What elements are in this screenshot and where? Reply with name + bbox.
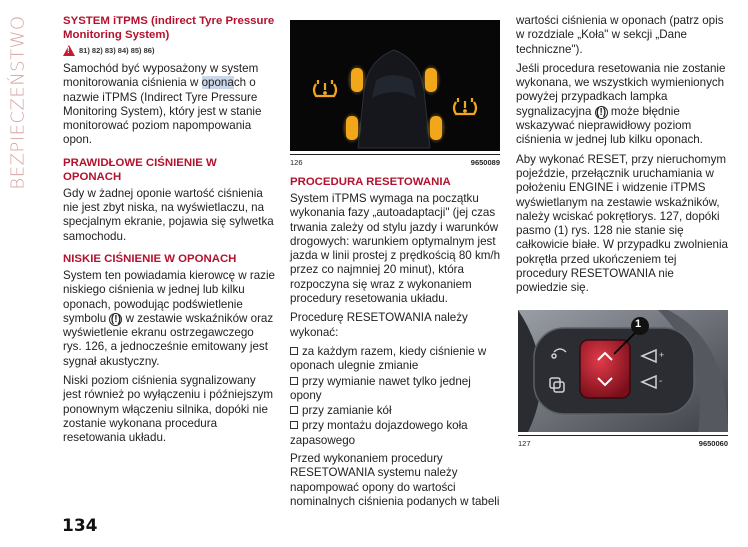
steering-wheel-controls-icon	[518, 310, 728, 432]
tire-rear-left-icon	[342, 112, 362, 144]
paragraph-reset-steps: Aby wykonać RESET, przy nieruchomym pojeździe, przełącznik uruchamiania w położeniu ENGINE i widzenie iTPMS wyświetlanym na zestawie wskaźników, należy wciskać pokrętłorys. 127, dopóki pasmo (1) rys. 128 nie stanie się całkowicie białe. W przypadku zwolnienia pokrętła przed ukończeniem tej procedury RESETOWANIA nie powiedzie się.	[516, 152, 729, 295]
section-title-text: BEZPIECZEŃSTWO	[7, 14, 29, 190]
paragraph-no-reset: Jeśli procedura resetowania nie zostanie wykonana, we wszystkich wymienionych powyżej przypadkach lampka sygnalizacyjna (!) może błędnie wskazywać nieprawidłowy poziom ciśnienia w jednej lub kilku oponach.	[516, 61, 726, 147]
warning-refs-text: 81) 82) 83) 84) 85) 86)	[79, 46, 155, 55]
page-number: 134	[62, 516, 98, 536]
list-item: przy wymianie nawet tylko jednej opony	[290, 374, 471, 402]
section-title-vertical	[4, 14, 32, 190]
checkbox-icon	[290, 421, 298, 429]
highlighted-text: opona	[201, 76, 234, 90]
figure-code: 9650089	[470, 158, 500, 167]
column-3	[516, 14, 728, 301]
list-item: przy montażu dojazdowego koła zapasowego	[290, 419, 468, 447]
figure-127-caption	[518, 435, 728, 448]
tpms-warning-icon: (!)	[596, 106, 607, 118]
callout-label: 1	[635, 318, 642, 330]
list-item: za każdym razem, kiedy ciśnienie w oponach ulegnie zmianie	[290, 344, 487, 373]
checkbox-icon	[290, 347, 298, 355]
paragraph-before-reset: Przed wykonaniem procedury RESETOWANIA systemu należy napompować opony do wartości nominalnych ciśnienia podanych w tabeli	[290, 452, 500, 508]
tpms-warning-icon: (!)	[110, 313, 121, 325]
tire-rear-right-icon	[426, 112, 446, 144]
list-item: przy zamianie kół	[290, 404, 502, 418]
paragraph-reset-when: Procedurę RESETOWANIA należy wykonać:	[290, 311, 468, 339]
paragraph-correct-pressure: Gdy w żadnej oponie wartość ciśnienia nie jest zbyt niska, na wyświetlaczu, na specjalnym ekranie, pojawia się sylwetka samochodu.	[63, 186, 274, 243]
figure-126-caption	[290, 154, 500, 167]
car-silhouette-icon	[290, 20, 500, 151]
figure-code: 9650060	[698, 439, 728, 448]
paragraph-pressure-table-ref: wartości ciśnienia w oponach (patrz opis w rozdziale „Koła" w sekcji „Dane techniczne").	[516, 14, 724, 56]
checkbox-icon	[290, 406, 298, 414]
heading-itpms: SYSTEM iTPMS (indirect Tyre Pressure Monitoring System)	[63, 15, 275, 41]
paragraph-low-pressure-2: Niski poziom ciśnienia sygnalizowany jest również po wyłączeniu i późniejszym ponownym włączeniu silnika, dopóki nie zostanie wykonana procedura resetowania układu.	[63, 374, 274, 445]
reset-conditions-list	[290, 345, 502, 448]
figure-number: 127	[518, 439, 531, 448]
heading-reset-procedure: PROCEDURA RESETOWANIA	[290, 176, 451, 188]
paragraph-intro: Samochód być wyposażony w system monitorowania ciśnienia w oponach o nazwie iTPMS (Indirect Tyre Pressure Monitoring System), który jest w stanie monitorować poziom napompowania opon.	[63, 62, 262, 147]
reset-knob-icon	[580, 340, 630, 398]
svg-text:-: -	[659, 376, 663, 387]
tire-front-right-icon	[421, 64, 441, 96]
svg-text:+: +	[659, 350, 665, 360]
figure-127-steering-control	[518, 310, 728, 432]
paragraph-low-pressure: System ten powiadamia kierowcę w razie niskiego ciśnienia w jednej lub kilku oponach, powodując podświetlenie symbolu (!) w zestawie wskaźników oraz wyświetlenie ekranu ostrzegawczego rys. 126, a jednocześnie emitowany jest sygnał akustyczny.	[63, 268, 275, 368]
paragraph-autoadaptation: System iTPMS wymaga na początku wykonania fazy „autoadaptacji" (jej czas trwania zależy od stylu jazdy i warunków drogowych: warunkiem optymalnym jest jazda w linii prostej z prędkością 80 km/h przez co najmniej 20 minut), która rozpoczyna się wraz z wykonaniem procedury resetowania układu.	[290, 192, 501, 306]
column-2	[290, 175, 502, 514]
heading-correct-pressure: PRAWIDŁOWE CIŚNIENIE W OPONACH	[63, 156, 217, 183]
checkbox-icon	[290, 377, 298, 385]
figure-number: 126	[290, 158, 303, 167]
heading-low-pressure: NISKIE CIŚNIENIE W OPONACH	[63, 252, 237, 265]
warning-references	[63, 45, 275, 56]
warning-triangle-icon	[63, 45, 75, 56]
tire-front-left-icon	[347, 64, 367, 96]
figure-126-tpms-display	[290, 20, 500, 151]
column-1	[63, 14, 275, 451]
